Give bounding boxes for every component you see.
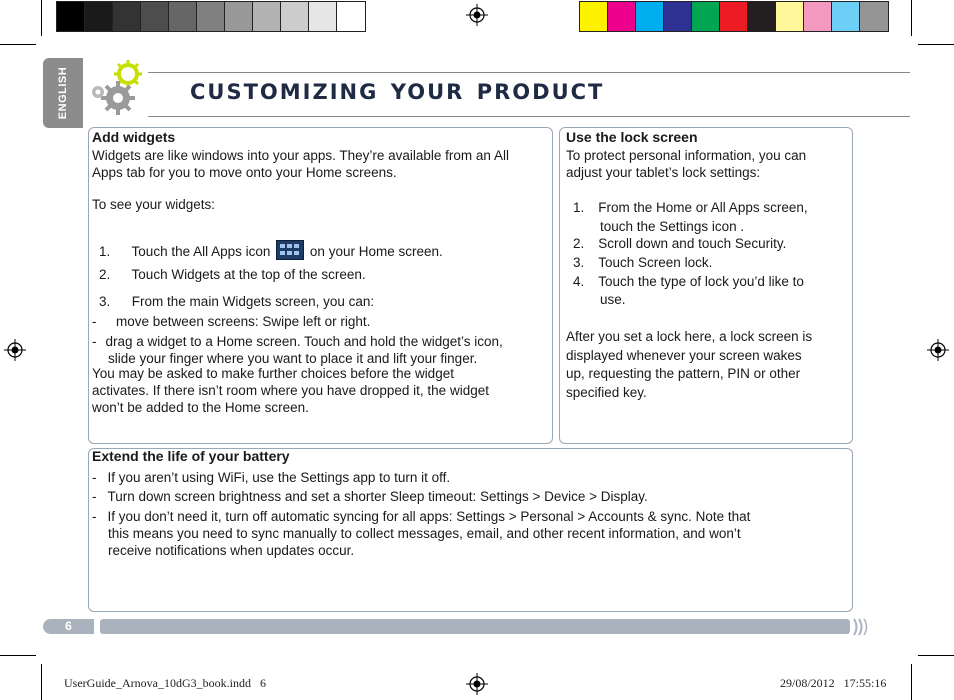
color-swatch bbox=[85, 2, 113, 31]
page-title: customizing your product bbox=[190, 72, 605, 107]
color-swatch bbox=[225, 2, 253, 31]
registration-mark-icon bbox=[466, 673, 488, 695]
language-tab bbox=[43, 58, 83, 128]
crop-mark bbox=[0, 44, 36, 45]
slug-filename: UserGuide_Arnova_10dG3_book.indd 6 bbox=[64, 676, 266, 690]
color-swatch bbox=[664, 2, 692, 31]
gears-icon bbox=[84, 56, 150, 122]
add-widgets-heading: Add widgets bbox=[92, 129, 176, 145]
crop-mark bbox=[911, 664, 912, 700]
slug-timestamp: 29/08/2012 17:55:16 bbox=[780, 676, 887, 690]
color-swatch bbox=[253, 2, 281, 31]
widget-step-1: 1. Touch the All Apps icon on your Home screen. bbox=[99, 240, 443, 260]
widget-bullet-1: - move between screens: Swipe left or right. bbox=[92, 314, 371, 329]
lock-screen-intro: To protect personal information, you can adjust your tablet’s lock settings: bbox=[566, 148, 807, 180]
color-swatch bbox=[804, 2, 832, 31]
registration-mark-icon bbox=[927, 339, 949, 361]
battery-bullet-1: - If you aren’t using WiFi, use the Settings app to turn it off. bbox=[92, 470, 451, 485]
battery-bullet-2: - Turn down screen brightness and set a shorter Sleep timeout: Settings > Device > Display. bbox=[92, 489, 648, 504]
color-swatch bbox=[608, 2, 636, 31]
add-widgets-intro: Widgets are like windows into your apps. They’re available from an All Apps tab for you to move onto your Home screens. bbox=[92, 148, 509, 180]
color-swatch bbox=[860, 2, 888, 31]
footer-arcs-icon bbox=[852, 617, 870, 637]
color-swatch bbox=[720, 2, 748, 31]
footer-bar bbox=[100, 619, 850, 634]
grayscale-swatches bbox=[56, 1, 366, 32]
color-swatch bbox=[197, 2, 225, 31]
color-swatch bbox=[580, 2, 608, 31]
lock-step-3: 3. Touch Screen lock. bbox=[573, 255, 713, 270]
color-swatch bbox=[776, 2, 804, 31]
color-swatch bbox=[832, 2, 860, 31]
battery-heading: Extend the life of your battery bbox=[92, 448, 290, 464]
color-swatch bbox=[337, 2, 365, 31]
crop-mark bbox=[41, 0, 42, 36]
registration-mark-icon bbox=[4, 339, 26, 361]
widget-step-3: 3. From the main Widgets screen, you can: bbox=[99, 294, 375, 309]
color-swatch bbox=[309, 2, 337, 31]
color-swatch bbox=[169, 2, 197, 31]
header-rule-bottom bbox=[148, 116, 910, 117]
color-swatches bbox=[579, 1, 889, 32]
crop-mark bbox=[41, 664, 42, 700]
color-swatch bbox=[636, 2, 664, 31]
color-swatch bbox=[57, 2, 85, 31]
color-swatch bbox=[748, 2, 776, 31]
lock-screen-heading: Use the lock screen bbox=[566, 129, 698, 145]
registration-mark-icon bbox=[466, 4, 488, 26]
crop-mark bbox=[918, 655, 954, 656]
lock-step-1: 1. From the Home or All Apps screen, touch the Settings icon . bbox=[573, 200, 808, 234]
color-swatch bbox=[281, 2, 309, 31]
color-swatch bbox=[692, 2, 720, 31]
widget-bullet-2: - drag a widget to a Home screen. Touch and hold the widget’s icon, slide your finger where you want to place it and lift your finger. bbox=[92, 334, 503, 366]
language-label: ENGLISH bbox=[57, 66, 69, 120]
widget-step-2: 2. Touch Widgets at the top of the screen. bbox=[99, 267, 366, 282]
see-widgets-text: To see your widgets: bbox=[92, 197, 216, 212]
color-swatch bbox=[141, 2, 169, 31]
all-apps-icon bbox=[276, 240, 304, 260]
lock-step-4: 4. Touch the type of lock you’d like to use. bbox=[573, 274, 804, 307]
crop-mark bbox=[918, 44, 954, 45]
crop-mark bbox=[911, 0, 912, 36]
color-swatch bbox=[113, 2, 141, 31]
page-number: 6 bbox=[43, 619, 94, 634]
lock-step-2: 2. Scroll down and touch Security. bbox=[573, 236, 787, 251]
add-widgets-outro: You may be asked to make further choices before the widget activates. If there isn’t room where you have dropped it, the widget won’t be added to the Home screen. bbox=[92, 366, 489, 415]
battery-bullet-3: - If you don’t need it, turn off automatic syncing for all apps: Settings > Personal > Accounts & sync. Note that this means you need to sync manually to collect messages, email, and other recent information, and won’t receive notifications when updates occur. bbox=[92, 509, 751, 558]
crop-mark bbox=[0, 655, 36, 656]
lock-screen-after: After you set a lock here, a lock screen is displayed whenever your screen wakes up, requesting the pattern, PIN or other specified key. bbox=[566, 329, 813, 400]
